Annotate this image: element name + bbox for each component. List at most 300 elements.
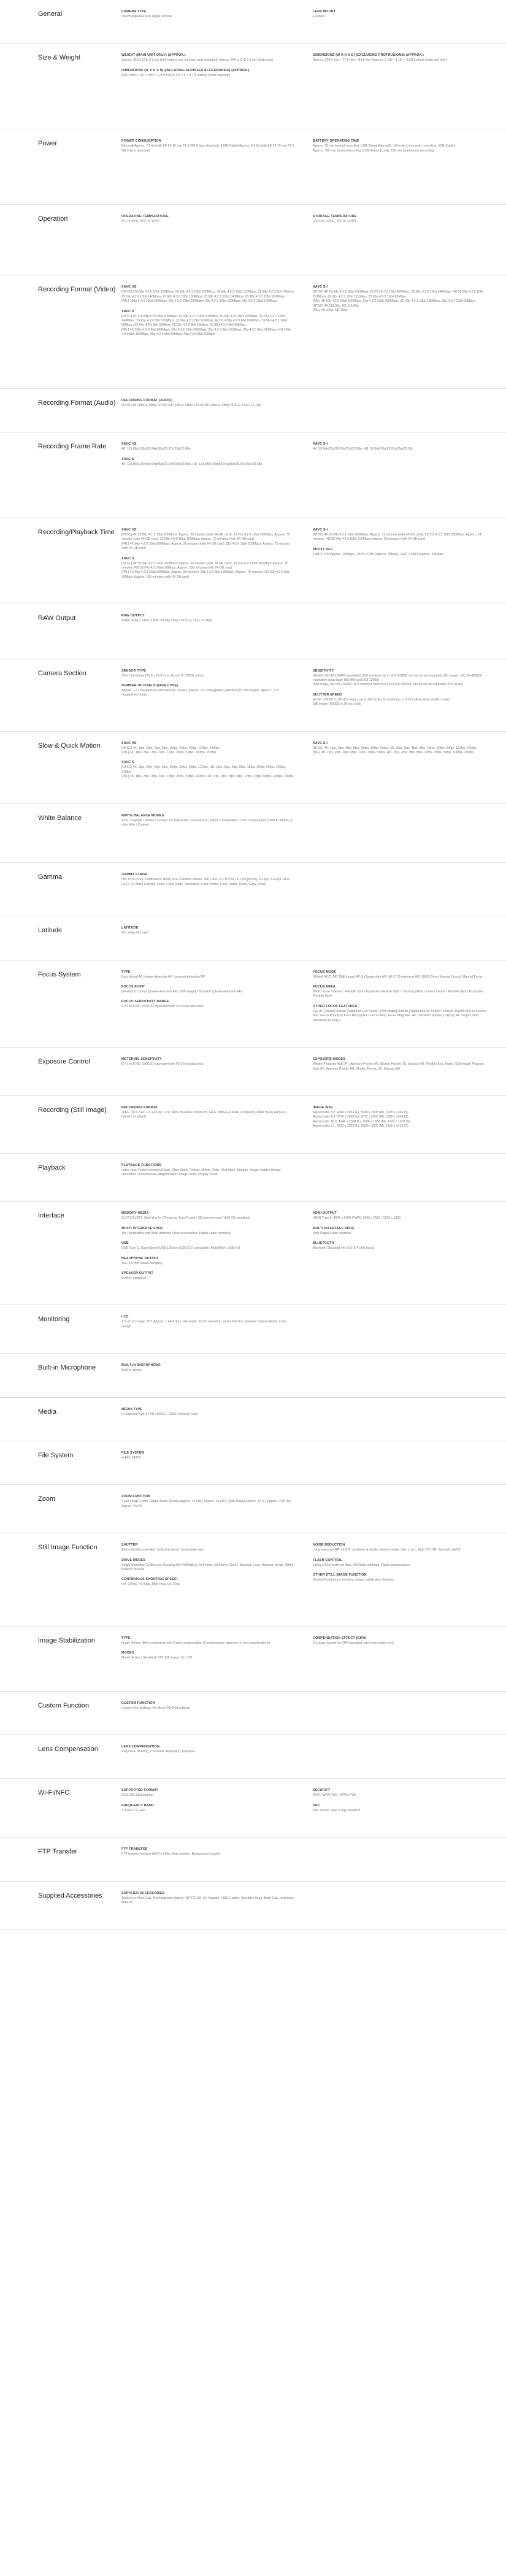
spec-label: XAVC HS [121,285,137,289]
spec-item [121,614,296,623]
spec-item [313,1558,489,1568]
spec-value: [NTSC] 4K: 1fps, 2fps, 4fps, 8fps, 15fps, 30fps, 60fps, HD: 1fps, 2fps, 4fps, 8fps, 15fps, 30fps, 60fps, 120fps, 240fps [PAL] 4K: 1fps, 2fps, 3fps, 6fps, 12fps, 25fps, 50fps, HD: 1fps, 2fps, 3fps, 6fps, 12fps, 25fps, 50fps, 100fps, 200fps [313,746,477,754]
spec-item [121,669,296,678]
spec-value: Index view, Folder selection (Date), Slide Show, Protect, Delete, Rate, Shot Mark, Enlarge, Image rotation (image orientation: auto/manual), Magnification, Image Jump, Display Mode [121,1168,281,1176]
spec-column [121,1636,313,1666]
spec-label: XAVC S-I [313,285,328,289]
spec-column [313,926,506,941]
spec-item [313,1804,489,1813]
spec-item [121,1271,296,1281]
spec-value: 1280 x 720 (Approx. 16Mbps), 1920 x 1080 (Approx. 9Mbps), 1920 x 1080 (Approx. 16Mbps) [313,552,444,556]
spec-item [121,285,296,304]
spec-item [313,10,489,19]
spec-column [121,1211,313,1286]
spec-value: [NTSC] 4K 59.94p 4:2:2 10bit 600Mbps: Approx. 12 minutes (with 64 GB card), 29.97p 4:2:2 10bit 300Mbps: Approx. 24 minutes, HD 59.94p 4:2:2 10bit 222Mbps: Approx. 32 minutes (with 64 GB card) [313,532,481,542]
spec-column [121,399,313,413]
spec-column [313,1701,506,1716]
spec-column [121,1315,313,1335]
section-title: Monitoring [38,1316,70,1324]
section-title: Slow & Quick Motion [38,742,101,749]
spec-column [121,873,313,892]
spec-value: SLOT1/SLOT2: Multi slot for CFexpress Type A card / SD memory card (UHS-I/II compliant) [121,1216,251,1221]
spec-label: PROXY REC [313,547,334,551]
spec-label: SHUTTER [121,1543,138,1547]
spec-item [313,1057,489,1071]
spec-column [313,1495,506,1514]
spec-column [313,215,506,229]
spec-value: Built in, stereo [121,1368,142,1373]
spec-label: MEMORY MEDIA [121,1211,149,1216]
spec-section [0,1838,506,1881]
spec-column [121,1847,313,1862]
spec-item [121,10,296,19]
spec-value: Yes (compatible with Multi Interface Shoe accessories, Digital Audio Interface) [121,1231,231,1235]
spec-value: 129.0 mm × 101.1 mm × 124.0 mm (5 1/8 × 4 × 4 7/8 inches) (main unit only) [121,73,231,77]
spec-value: Auto / Daylight / Shade / Cloudy / Incandescent / Fluorescent / Flash / Underwater / Color Temperature (2500 to 9900K) & color filter / Custom [121,818,293,827]
spec-label: NOISE REDUCTION [313,1543,345,1547]
spec-item [313,693,489,707]
spec-label: XAVC S [121,309,134,313]
spec-column [121,1495,313,1514]
spec-section [0,1735,506,1779]
spec-column [313,399,506,413]
spec-value: LPCM 2ch (48kHz 16bit), LPCM 2ch (48kHz 24bit), LPCM 4ch (48kHz 24bit), MPEG-4 AAC-LC 2ch [121,403,262,407]
spec-label: SPEAKER OUTPUT [121,1271,153,1275]
spec-value: Bracket/Continuous shooting, Image stabilization function [313,1578,394,1582]
spec-value: Single Shooting, Continuous Shooting (Hi+/Hi/Mid/Lo), Self-timer, Self-timer (Cont.), Bracket: Cont., Bracket: Single, White Balance bracket [121,1563,294,1572]
spec-label: COMPENSATION EFFECT (CIPA) [313,1636,367,1640]
spec-item [121,761,296,779]
section-title: Supplied Accessories [38,1892,102,1899]
spec-column [313,1163,506,1183]
section-title: Recording Format (Video) [38,286,116,294]
section-title: File System [38,1452,74,1459]
spec-item [121,528,296,551]
spec-column [313,1543,506,1593]
spec-column [121,1701,313,1716]
spec-value: EV-3 to EV20 (ISO100 equivalent with F2.0 lens attached) [121,1062,204,1067]
spec-label: WEIGHT (MAIN UNIT ONLY) (APPROX.) [121,53,186,58]
spec-column [121,742,313,785]
spec-label: RECORDING FORMAT (AUDIO) [121,398,173,402]
spec-column [121,926,313,941]
spec-section [0,432,506,518]
spec-value: E-mount [313,15,325,18]
spec-value: [NTSC] 4K 119.88p 4:2:0 8bit 200Mbps, 59.94p 4:2:2 10bit 200Mbps, 59.94p 4:2:0 8bit 150Mbps, 29.97p 4:2:2 10bit 140Mbps, 29.97p 4:2:0 8bit 100Mbps, 23.98p 4:2:0 8bit 100Mbps, HD 119.88p 4:2:0 8bit 100Mbps, 59.94p 4:2:2 10bit 50Mbps, 59.94p 4:2:0 8bit 50Mbps, 29.97p 4:2:0 8bit 50Mbps, 23.98p 4:2:0 8bit 50Mbps [PAL] 4K 100p 4:2:0 8bit 200Mbps, 50p 4:2:2 10bit 200Mbps, 50p 4:2:0 8bit 150Mbps, 25p 4:2:0 8bit 100Mbps, HD 100p 4:2:0 8bit 100Mbps, 50p 4:2:0 8bit 50Mbps, 25p 4:2:0 8bit 50Mbps [121,314,291,337]
section-title: Built-in Microphone [38,1364,96,1372]
spec-label: DIMENSIONS (W X H X D) (EXCLUDING PROTRUSIONS) (APPROX.) [313,53,424,58]
section-title: Interface [38,1212,64,1220]
spec-item [121,1804,296,1813]
spec-label: CONTINUOUS SHOOTING SPEED [121,1577,177,1582]
spec-value: -20°C to +60°C, -4°F to +140°F [313,220,358,224]
section-title: General [38,10,63,18]
spec-value: [NTSC] 119.88p 4:2:0 10bit 200Mbps, 59.94p 4:2:2 10bit 200Mbps, 59.94p 4:2:0 10bit 150Mbps, 59.94p 4:2:0 8bit 75Mbps, 29.97p 4:2:2 10bit 140Mbps, 29.97p 4:2:0 10bit 100Mbps, 23.98p 4:2:2 10bit 140Mbps, 23.98p 4:2:0 10bit 100Mbps [PAL] 100p 4:2:0 10bit 200Mbps, 50p 4:2:2 10bit 200Mbps, 50p 4:2:0 10bit 150Mbps, 25p 4:2:2 10bit 140Mbps [121,290,295,304]
spec-label: SUPPLIED ACCESSORIES [121,1891,165,1895]
spec-section [0,863,506,916]
spec-item [121,1495,296,1509]
spec-item [313,53,489,63]
spec-column [313,442,506,472]
spec-label: NUMBER OF PIXELS (EFFECTIVE) [121,683,178,688]
spec-section [0,659,506,732]
spec-column [313,669,506,713]
section-title: Playback [38,1163,66,1171]
spec-label: XAVC S [121,457,134,461]
spec-item [121,1000,296,1009]
spec-value: 4K: 119.88p/100p/59.94p/50p/29.97p/25p/23.98p [121,447,191,451]
spec-column [313,1315,506,1335]
spec-value: [Movie] AF-C, MF, [Still image] AF-S (Single-shot AF), AF-C (Continuous AF), DMF (Direct Manual Focus), Manual Focus [313,975,483,979]
spec-section [0,1882,506,1930]
spec-label: DIMENSIONS (W X H X D) (INCLUDING SUPPLIED ACCESSORIES) (APPROX.) [121,68,250,72]
spec-item [121,53,296,63]
spec-item [313,548,489,557]
spec-value: WEP / WPA-PSK / WPA2-PSK [313,1793,356,1798]
spec-item [121,1847,296,1857]
spec-section [0,1154,506,1202]
spec-item [121,215,296,224]
spec-item [313,1788,489,1798]
spec-value: Image Sensor Shift mechanism with 5-axis compensation (Compensation depends on lens specifications) [121,1641,270,1645]
spec-column [121,215,313,229]
spec-item [313,669,489,688]
spec-item [121,139,296,153]
spec-value: Accessory Shoe Cap, Rechargeable Battery (NP-FZ100), AC Adaptor, USB-C cable, Shoulder Strap, Body Cap, Instruction Manual [121,1896,294,1905]
spec-section [0,518,506,604]
spec-column [313,1847,506,1862]
spec-item [121,1788,296,1798]
spec-value: 4K: 119.88p/100p/59.94p/50p/29.97p/25p/23.98p, HD: 119.88p/100p/59.94p/50p/29.97p/25p/23.98p [121,462,263,466]
spec-item [121,985,296,994]
spec-label: HEADPHONE OUTPUT [121,1256,159,1260]
spec-label: FOCUS POINT [121,985,145,989]
spec-column [121,614,313,629]
spec-section [0,916,506,960]
spec-value: Bluetooth Standard Ver. 5.0 (2.4 GHz band) [313,1246,375,1251]
spec-value: [Movie] 627 points (phase-detection AF), [Still image] 759 points (phase-detection AF) [121,990,242,994]
section-title: Latitude [38,927,63,935]
spec-value: Approx. 12.1 megapixels (effective) for movies, Approx. 12.1 megapixels (effective) for still images, Approx. 12.9 megapixels (total) [121,688,279,697]
spec-section [0,1096,506,1154]
spec-value: JPEG (DCF Ver. 2.0, Exif Ver. 2.32, MPF Baseline compliant), HEIF (MPEG-A MIAF compliant), RAW (Sony ARW 4.0 format compliant) [121,1110,287,1119]
spec-section [0,960,506,1048]
spec-label: SUPPORTED FORMAT [121,1788,159,1793]
section-title: Recording Frame Rate [38,443,107,451]
spec-item [313,442,489,451]
spec-label: MEDIA TYPE [121,1407,143,1411]
spec-label: FILE SYSTEM [121,1451,144,1455]
spec-column [313,139,506,159]
section-title: Image Stabilization [38,1636,95,1644]
spec-value: exFAT, FAT32 [121,1456,141,1460]
section-title: Zoom [38,1495,56,1503]
spec-column [121,1408,313,1422]
spec-label: OTHER STILL IMAGE FUNCTION [313,1573,367,1577]
spec-column [313,970,506,1029]
spec-column [121,10,313,25]
spec-value: [Movie] Program Auto (P), Aperture Priority (A), Shutter Priority (S), Manual (M), Flexible Exp. Mode, [Still image] Program Auto (P), Aperture Priority (A), Shutter Priority (S), Manual (M) [313,1062,485,1071]
spec-value: HDMI Type A, 4264 x 2408 (RAW), 3840 x 2160 / 1920 x 1080 [313,1216,401,1221]
spec-section [0,44,506,129]
spec-item [121,1558,296,1573]
spec-label: MULTI INTERFACE SHOE [313,1226,355,1230]
spec-item [121,1241,296,1251]
spec-item [313,215,489,224]
spec-value: Approx. 95 min (actual recording, USB-Stream[Normal]), 145 min (continuous recording, USB-Cable) Approx. 185 min (actual recording, USB-Stream[Low]), 230 min (continuous recording) [313,144,455,153]
section-title: Custom Function [38,1701,90,1709]
spec-item [313,528,489,542]
spec-value: Peripheral Shading, Chromatic Aberration, Distortion [121,1750,196,1754]
spec-column [121,814,313,834]
spec-value: Yes (3.5 mm stereo minijack) [121,1261,163,1265]
section-title: Operation [38,215,68,223]
spec-item [121,1363,296,1373]
section-title: Recording (Still Image) [38,1106,107,1114]
spec-column [313,285,506,342]
spec-section [0,389,506,432]
spec-section [0,275,506,388]
spec-label: TYPE [121,970,131,974]
spec-section [0,1398,506,1441]
spec-column [313,528,506,585]
spec-value: 0°C to 40°C, 32°F to 104°F [121,220,160,224]
spec-label: PLAYBACK FUNCTIONS [121,1163,162,1167]
section-title: Size & Weight [38,54,80,62]
section-title: Camera Section [38,669,86,677]
spec-item [121,1651,296,1660]
spec-label: MODES [121,1651,134,1655]
spec-label: OPERATING TEMPERATURE [121,215,169,219]
section-title: Media [38,1408,56,1416]
spec-value: [Movie] ISO 80-102400 equivalent (ISO numbers up to ISO 409600 can be set as expanded ISO range), ISO 80-409600 equivalent (dual base ISO 800 and ISO 12800) [Still image] ISO 80-102400 (ISO numbers from ISO 40 to ISO 409600 can be set as expanded ISO range) [313,673,482,687]
spec-item [121,1451,296,1460]
spec-item [313,1005,489,1023]
spec-column [121,669,313,713]
section-title: Exposure Control [38,1058,90,1066]
spec-label: USB [121,1241,129,1246]
spec-value: EV-6 to EV20 (ISO100 equivalent with F2.0 lens attached) [121,1005,204,1009]
spec-item [121,1106,296,1120]
spec-label: FOCUS AREA [313,985,335,989]
spec-value: [NTSC] 4K 59.94p 4:2:2 10bit 200Mbps: Approx. 35 minutes (with 64 GB card), 29.97p 4:2:0 8bit 100Mbps: Approx. 75 minutes, HD 59.94p 4:2:0 8bit 50Mbps: Approx. 155 minutes (with 64 GB card) [PAL] 4K 50p 4:2:2 10bit 200Mbps: Approx. 35 minutes, 25p 4:2:0 8bit 100Mbps: Approx. 75 minutes, HD 50p 4:2:0 8bit 50Mbps: Approx. 155 minutes (with 64 GB card) [121,561,289,579]
spec-value: [NTSC] 4K: 1fps, 2fps, 4fps, 8fps, 15fps, 30fps, 60fps, 120fps, HD: 1fps, 2fps, 4fps, 8fps, 15fps, 30fps, 60fps, 120fps, 240fps [PAL] 4K: 1fps, 2fps, 3fps, 6fps, 12fps, 25fps, 50fps, 100fps, HD: 1fps, 2fps, 3fps, 6fps, 12fps, 25fps, 50fps, 100fps, 200fps [121,765,294,779]
spec-item [121,1636,296,1646]
spec-column [121,1892,313,1911]
spec-column [313,53,506,83]
spec-item [121,1701,296,1711]
spec-item [121,1257,296,1266]
spec-label: LENS COMPENSATION [121,1745,160,1749]
spec-value: Long exposure NR: On/Off, available at shutter speeds longer than 1 sec., High ISO NR: Normal/Low/Off [313,1548,461,1552]
spec-section [0,1692,506,1735]
spec-column [313,1636,506,1666]
spec-section [0,604,506,659]
section-title: Lens Compensation [38,1746,98,1754]
spec-value: 2.4 GHz / 5 GHz [121,1808,145,1812]
spec-label: FOCUS SENSITIVITY RANGE [121,1000,169,1004]
spec-label: XAVC S-I [313,527,328,532]
spec-item [121,1543,296,1552]
spec-column [313,1892,506,1911]
spec-column [313,614,506,629]
spec-column [121,1788,313,1819]
spec-value: With Digital Audio Interface [313,1231,351,1235]
spec-label: IMAGE SIZE [313,1105,333,1110]
spec-item [313,742,489,756]
spec-section [0,129,506,205]
spec-label: XAVC S-I [313,442,328,447]
spec-item [313,985,489,999]
spec-value: 35mm full-frame (35.6 x 23.8 mm), Exmor R CMOS sensor [121,673,205,678]
spec-column [121,528,313,585]
spec-label: SECURITY [313,1788,331,1793]
spec-label: SENSOR TYPE [121,669,146,673]
spec-label: STORAGE TEMPERATURE [313,215,357,219]
spec-value: Hi+: 10 fps, Hi: 8 fps, Mid: 6 fps, Lo: 3 fps [121,1582,180,1587]
spec-item [313,1211,489,1221]
spec-section [0,1441,506,1485]
spec-label: CAMERA TYPE [121,10,147,13]
spec-column [313,1408,506,1422]
spec-item [313,1106,489,1129]
spec-item [121,1745,296,1754]
spec-label: FOCUS MODE [313,970,337,974]
spec-column [121,1363,313,1378]
section-title: Focus System [38,970,81,978]
spec-value: Approx. 915 g (2 lb 0.3 oz) (with battery and memory card excluded), Approx. 940 g (2 lb 0.9 oz) (body only) [121,58,274,63]
spec-column [121,1451,313,1466]
spec-value: FTP transfer function (Wi-Fi / LAN), Auto transfer, Background transfer [121,1852,221,1857]
spec-item [121,814,296,828]
spec-column [313,1057,506,1077]
spec-item [121,1211,296,1221]
spec-item [121,310,296,337]
spec-item [121,970,296,979]
spec-column [121,139,313,159]
spec-item [121,1408,296,1417]
spec-item [121,684,296,698]
spec-section [0,1627,506,1692]
spec-item [313,139,489,153]
spec-label: MULTI INTERFACE SHOE [121,1226,163,1230]
spec-label: WHITE BALANCE MODES [121,813,164,818]
spec-label: NFC [313,1803,320,1807]
spec-item [313,285,489,313]
spec-column [121,1057,313,1077]
spec-item [121,1892,296,1906]
spec-label: SHUTTER SPEED [313,692,342,697]
spec-value: CFexpress Type A / SD / SDHC / SDXC Memory Card [121,1412,198,1416]
spec-section [0,1048,506,1096]
spec-column [313,814,506,834]
spec-item [121,742,296,756]
spec-item [313,1573,489,1582]
spec-column [313,1788,506,1819]
section-title: Power [38,140,58,148]
spec-item [121,1227,296,1236]
spec-column [313,1745,506,1760]
spec-column [121,1543,313,1593]
spec-label: SENSITIVITY [313,669,334,673]
spec-value: IEEE 802.11a/b/g/n/ac [121,1793,153,1798]
spec-value: Approx. 129.7 mm × 77.8 mm × 84.5 mm (Approx. 5 1/8 × 3 1/8 × 3 3/8 inches) (main unit only) [313,58,447,63]
spec-value: Movie: Active / Standard / Off, Still image: On / Off [121,1656,192,1660]
spec-item [121,557,296,580]
section-title: Wi-Fi/NFC [38,1789,70,1797]
spec-value: USB Type-C, SuperSpeed USB 10Gbps (USB 3.2) compatible, Multi/Micro USB (x1) [121,1246,240,1251]
spec-label: DRIVE MODES [121,1558,146,1562]
spec-item [313,970,489,979]
spec-column [121,1745,313,1760]
section-title: Recording Format (Audio) [38,399,116,407]
spec-label: HDMI OUTPUT [313,1211,337,1216]
spec-label: EXPOSURE MODES [313,1057,346,1062]
spec-column [121,442,313,472]
spec-section [0,1485,506,1533]
spec-column [121,970,313,1029]
spec-value: 15+ stops (S-Log3) [121,931,149,935]
spec-label: GAMMA CURVE [121,873,148,877]
spec-item [121,458,296,467]
spec-label: ZOOM FUNCTION [121,1495,151,1499]
spec-value: 7.5 cm (3.0-type) TFT, Approx. 1.44M dots, Vari-angle, Touch operation, Zebra function, Gamma Display Assist, Level Gauge [121,1320,287,1328]
spec-item [121,1577,296,1587]
spec-section [0,205,506,275]
section-title: Gamma [38,873,63,881]
spec-item [121,1057,296,1067]
section-title: RAW Output [38,615,76,623]
spec-value: Wide / Zone / Center / Flexible Spot / Expanded Flexible Spot / Tracking (Wide / Zone / Center / Flexible Spot / Expanded Flexible Spot) [313,990,484,999]
spec-label: RECORDING FORMAT [121,1105,158,1110]
spec-column [121,53,313,83]
spec-label: LENS MOUNT [313,10,336,13]
spec-section [0,1202,506,1305]
spec-value: Aspect ratio 3:2: 4240 x 2832 (L), 3008 x 2008 (M), 2128 x 1424 (S) Aspect ratio 4:3: 3776 x 2832 (L), 2672 x 2008 (M), 1888 x 1424 (S) Aspect ratio 16:9: 4240 x 2384 (L), 3008 x 1688 (M), 2128 x 1200 (S) Aspect ratio 1:1: 2832 x 2832 (L), 2000 x 2000 (M), 1416 x 1416 (S) [313,1110,410,1129]
spec-column [121,1163,313,1183]
spec-value: Using a Sony external flash, ADI flash metering, Flash compensation [313,1563,410,1567]
spec-column [313,1363,506,1378]
spec-item [313,1636,489,1646]
spec-label: BUILT-IN MICROPHONE [121,1363,161,1368]
spec-section [0,1305,506,1354]
spec-value: [NTSC] 4K 59.94p 4:2:2 10bit 200Mbps: Approx. 35 minutes (with 64 GB card), 29.97p 4:2:0 10bit 100Mbps: Approx. 75 minutes (with 64 GB card), 23.98p 4:2:0 10bit 100Mbps: Approx. 75 minutes (with 64 GB card) [PAL] 4K 50p 4:2:2 10bit 200Mbps: Approx. 35 minutes (with 64 GB card), 25p 4:2:0 10bit 100Mbps: Approx. 75 minutes (with 64 GB card) [121,532,291,551]
spec-section [0,1354,506,1397]
spec-item [121,442,296,451]
section-title: Recording/Playback Time [38,528,115,536]
spec-label: XAVC S [121,556,134,561]
spec-label: CUSTOM FUNCTION [121,1701,155,1705]
spec-section [0,804,506,864]
spec-column [121,285,313,342]
spec-label: TYPE [121,1636,131,1640]
spec-item [121,926,296,935]
spec-value: Built in, monaural [121,1276,147,1280]
spec-column [313,742,506,785]
spec-label: OTHER FOCUS FEATURES [313,1004,358,1008]
spec-value: [NTSC] 4K 59.94p 4:2:2 10bit 600Mbps, 29.97p 4:2:2 10bit 300Mbps, 23.98p 4:2:2 10bit 240Mbps, HD 59.94p 4:2:2 10bit 222Mbps, 29.97p 4:2:2 10bit 111Mbps, 23.98p 4:2:2 10bit 89Mbps [PAL] 4K 50p 4:2:2 10bit 500Mbps, 25p 4:2:2 10bit 250Mbps, HD 50p 4:2:2 10bit 185Mbps, 25p 4:2:2 10bit 93Mbps [NTSC] 4K 119.88p, HD 119.88p [PAL] 4K 100p, HD 100p [313,290,484,313]
spec-value: Electronically-controlled, vertical-traverse, focal-plane type [121,1548,204,1552]
spec-section [0,1533,506,1627]
section-title: Still Image Function [38,1544,98,1552]
spec-label: POWER CONSUMPTION [121,139,161,144]
spec-value: Off / PP1-PP10, Parameters: Black level, Gamma (Movie, Still, Cine1-4, ITU709, ITU709 [800%], S-Log2, S-Log3, HLG, HLG1-3), Black Gamma, Knee, Color Mode, Saturation, Color Phase, Color Depth, Detail, Copy, Reset [121,878,290,886]
spec-item [121,399,296,408]
spec-label: LCD [121,1315,129,1319]
spec-label: LATITUDE [121,926,139,930]
spec-label: BATTERY OPERATING TIME [313,139,359,144]
spec-value: Interchangeable-lens digital camera [121,15,172,18]
